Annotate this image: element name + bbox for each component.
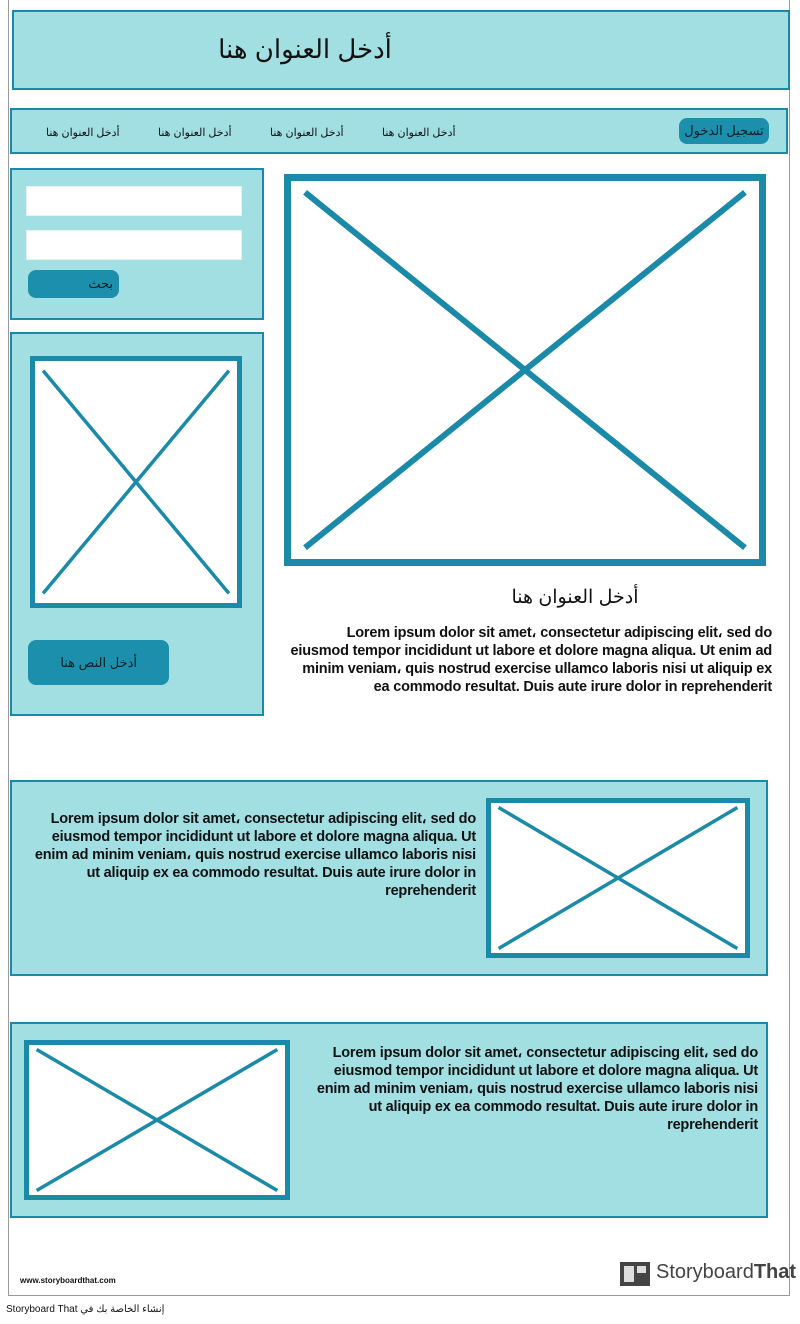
logo-text-regular: Storyboard	[656, 1261, 754, 1283]
image-placeholder-icon	[29, 1045, 285, 1195]
image-placeholder-icon	[291, 181, 759, 559]
section-1-paragraph: Lorem ipsum dolor sit amet، consectetur adipiscing elit، sed do eiusmod tempor incididunt ut labore et dolore magna aliqua. Ut enim ad minim veniam، quis nostrud exercise ullamco laboris nisi ut aliquip ex ea commodo resultat. Duis aute irure dolor in reprehenderit	[34, 811, 476, 899]
footer-caption: إنشاء الخاصة بك في Storyboard That	[6, 1304, 165, 1315]
image-placeholder-icon	[35, 361, 237, 603]
section-2-image-placeholder	[24, 1040, 290, 1200]
nav-link-3[interactable]: أدخل العنوان هنا	[270, 127, 344, 139]
storyboardthat-logo[interactable]	[620, 1261, 797, 1287]
footer-url[interactable]: www.storyboardthat.com	[20, 1276, 116, 1285]
login-button[interactable]	[679, 118, 769, 144]
nav-link-2[interactable]: أدخل العنوان هنا	[158, 127, 232, 139]
nav-link-4[interactable]: أدخل العنوان هنا	[382, 127, 456, 139]
page-title: أدخل العنوان هنا	[218, 34, 392, 64]
side-image-placeholder	[30, 356, 242, 608]
side-text-button-label: أدخل النص هنا	[60, 655, 137, 670]
search-button-label: بحث	[88, 276, 113, 291]
login-button-label: تسجيل الدخول	[684, 123, 764, 138]
search-input-2[interactable]	[26, 230, 242, 260]
main-title: أدخل العنوان هنا	[511, 587, 639, 608]
storyboardthat-logo-icon	[620, 1262, 650, 1286]
image-placeholder-icon	[491, 803, 745, 953]
section-1-image-placeholder	[486, 798, 750, 958]
main-paragraph: Lorem ipsum dolor sit amet، consectetur adipiscing elit، sed do eiusmod tempor incididunt ut labore et dolore magna aliqua. Ut enim ad minim veniam، quis nostrud exercise ullamco laboris nisi ut aliquip ex ea commodo resultat. Duis aute irure dolor in reprehenderit	[290, 625, 772, 695]
search-input-1[interactable]	[26, 186, 242, 216]
side-text-button[interactable]	[28, 640, 169, 685]
logo-text-bold: That	[753, 1261, 797, 1283]
search-button[interactable]	[28, 270, 119, 298]
nav-link-1[interactable]: أدخل العنوان هنا	[46, 127, 120, 139]
section-2-paragraph: Lorem ipsum dolor sit amet، consectetur adipiscing elit، sed do eiusmod tempor incididunt ut labore et dolore magna aliqua. Ut enim ad minim veniam، quis nostrud exercise ullamco laboris nisi ut aliquip ex ea commodo resultat. Duis aute irure dolor in reprehenderit	[316, 1045, 758, 1133]
main-image-placeholder	[284, 174, 766, 566]
